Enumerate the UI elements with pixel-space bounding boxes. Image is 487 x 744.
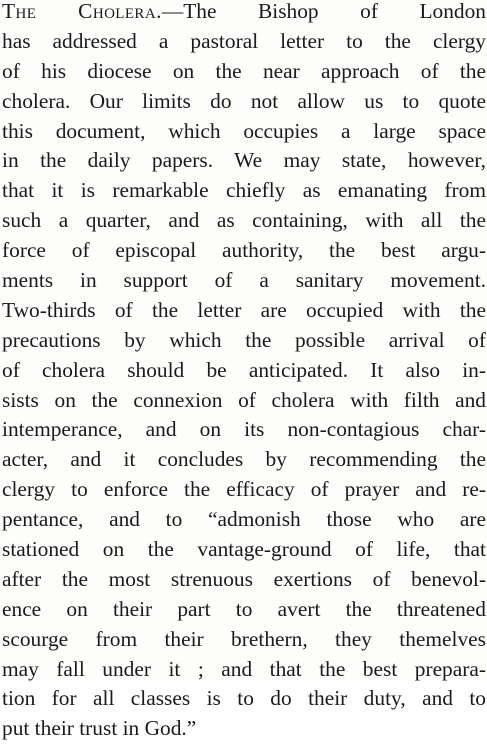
article-line: stationed on the vantage-ground of life, that [2, 537, 486, 562]
article-line: has addressed a pastoral letter to the clergy [2, 28, 486, 53]
article-line: sists on the connexion of cholera with filth and [2, 387, 486, 412]
article-line: force of episcopal authority, the best argu- [2, 238, 486, 263]
article-heading: The Cholera. [2, 0, 162, 23]
article-line: clergy to enforce the efficacy of prayer and re- [2, 477, 486, 502]
article-line: ments in support of a sanitary movement. [2, 268, 486, 293]
article-line: may fall under it ; and that the best prepara- [2, 656, 486, 681]
article-line: put their trust in God.” [2, 716, 197, 741]
article-line: tion for all classes is to do their duty, and to [2, 686, 486, 711]
article-line: after the most strenuous exertions of benevol- [2, 566, 486, 591]
article-line-text: —The Bishop of London [161, 0, 487, 23]
article-line: cholera. Our limits do not allow us to quote [2, 88, 486, 113]
article-line: precautions by which the possible arrival of [2, 327, 486, 352]
article-line: Two-thirds of the letter are occupied with the [2, 297, 486, 322]
article-line: of cholera should be anticipated. It also in- [2, 357, 486, 382]
article-line: such a quarter, and as containing, with all the [2, 208, 486, 233]
article-line: that it is remarkable chiefly as emanating from [2, 178, 486, 203]
article-line: in the daily papers. We may state, however, [2, 148, 486, 173]
article-line: acter, and it concludes by recommending the [2, 447, 486, 472]
article-line: of his diocese on the near approach of the [2, 58, 486, 83]
article-line: scourge from their brethern, they themelves [2, 626, 486, 651]
article-line: pentance, and to “admonish those who are [2, 507, 486, 532]
article-line [2, 0, 486, 27]
article-line: this document, which occupies a large space [2, 118, 486, 143]
article-line: ence on their part to avert the threatened [2, 596, 486, 621]
article-line: intemperance, and on its non-contagious char- [2, 417, 486, 442]
article-column [2, 0, 486, 744]
